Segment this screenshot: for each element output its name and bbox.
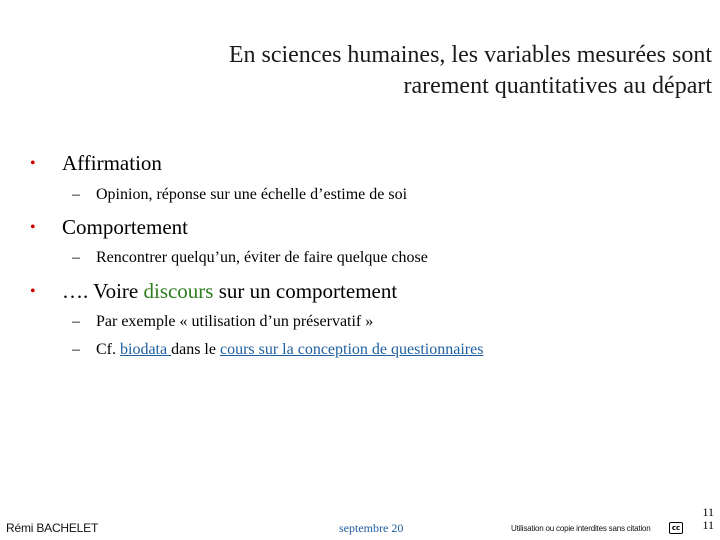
biodata-link[interactable]: biodata (120, 341, 172, 358)
page-number-top: 11 (702, 505, 714, 519)
bullet-text: Comportement (62, 215, 188, 239)
footer-author: Rémi BACHELET (6, 521, 99, 535)
page-number (702, 506, 714, 532)
bullet-glyph: • (30, 155, 36, 172)
bullet-text-post: sur un comportement (213, 279, 398, 303)
sub-bullet-rencontrer (72, 248, 428, 268)
bullet-affirmation (30, 150, 162, 177)
bullet-glyph: • (30, 283, 36, 300)
bullet-text: Affirmation (62, 151, 162, 175)
dash-glyph: – (72, 313, 80, 330)
dash-glyph: – (72, 341, 80, 358)
sub-bullet-opinion (72, 185, 407, 205)
sub-bullet-exemple (72, 312, 373, 332)
bullet-discours (30, 278, 397, 305)
footer-license: Utilisation ou copie interdites sans citation (511, 524, 651, 533)
page-number-bottom: 11 (702, 518, 714, 532)
creative-commons-icon: cc (669, 522, 683, 534)
title-line-2: rarement quantitatives au départ (403, 73, 712, 99)
bullet-glyph: • (30, 219, 36, 236)
title-line-1: En sciences humaines, les variables mesurées sont (228, 42, 712, 68)
questionnaire-course-link[interactable]: cours sur la conception de questionnaires (219, 341, 484, 358)
slide-title (112, 40, 712, 102)
sub-bullet-text-mid: dans le (171, 341, 220, 358)
bullet-comportement (30, 214, 188, 241)
bullet-text-pre: …. Voire (62, 279, 144, 303)
highlight-discours: discours (143, 279, 214, 303)
sub-bullet-text: Par exemple « utilisation d’un préservatif » (96, 313, 374, 330)
sub-bullet-text-pre: Cf. (96, 341, 120, 358)
sub-bullet-cf (72, 340, 483, 360)
sub-bullet-text: Rencontrer quelqu’un, éviter de faire quelque chose (96, 249, 428, 266)
dash-glyph: – (72, 249, 80, 266)
sub-bullet-text: Opinion, réponse sur une échelle d’estime de soi (96, 186, 408, 203)
dash-glyph: – (72, 186, 80, 203)
footer-date: septembre 20 (339, 521, 404, 535)
